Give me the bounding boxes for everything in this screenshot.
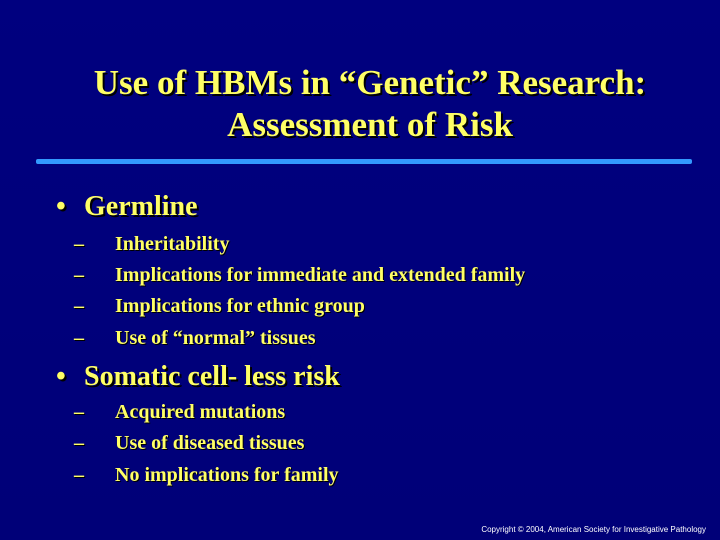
sub-bullet-marker: – (74, 464, 84, 486)
sub-bullet-text: Acquired mutations (115, 401, 286, 423)
sub-bullet (74, 326, 316, 350)
sub-bullet (74, 232, 229, 256)
sub-bullet-text: Use of diseased tissues (115, 432, 305, 454)
bullet-text: Somatic cell- less risk (84, 361, 340, 392)
sub-bullet-text: Implications for ethnic group (115, 295, 365, 317)
sub-bullet-text: Implications for immediate and extended family (115, 264, 526, 286)
sub-bullet-text: No implications for family (115, 464, 339, 486)
sub-bullet-text: Inheritability (115, 233, 230, 255)
sub-bullet-marker: – (74, 295, 84, 317)
sub-bullet-text: Use of “normal” tissues (115, 327, 316, 349)
sub-bullet (74, 431, 304, 455)
title-divider (36, 159, 692, 164)
bullet-marker: • (56, 361, 66, 392)
sub-bullet-marker: – (74, 264, 84, 286)
bullet-marker: • (56, 191, 66, 222)
title-line-2: Assessment of Risk (227, 105, 513, 144)
bullet-text: Germline (84, 191, 198, 222)
sub-bullet (74, 463, 339, 487)
bullet-germline (56, 191, 198, 223)
sub-bullet (74, 400, 285, 424)
sub-bullet-marker: – (74, 233, 84, 255)
sub-bullet (74, 294, 365, 318)
sub-bullet-marker: – (74, 401, 84, 423)
slide-title (30, 62, 710, 146)
sub-bullet-marker: – (74, 432, 84, 454)
copyright-notice: Copyright © 2004, American Society for Investigative Pathology (481, 525, 706, 534)
sub-bullet-marker: – (74, 327, 84, 349)
title-line-1: Use of HBMs in “Genetic” Research: (93, 63, 647, 102)
sub-bullet (74, 263, 525, 287)
bullet-somatic (56, 361, 340, 393)
